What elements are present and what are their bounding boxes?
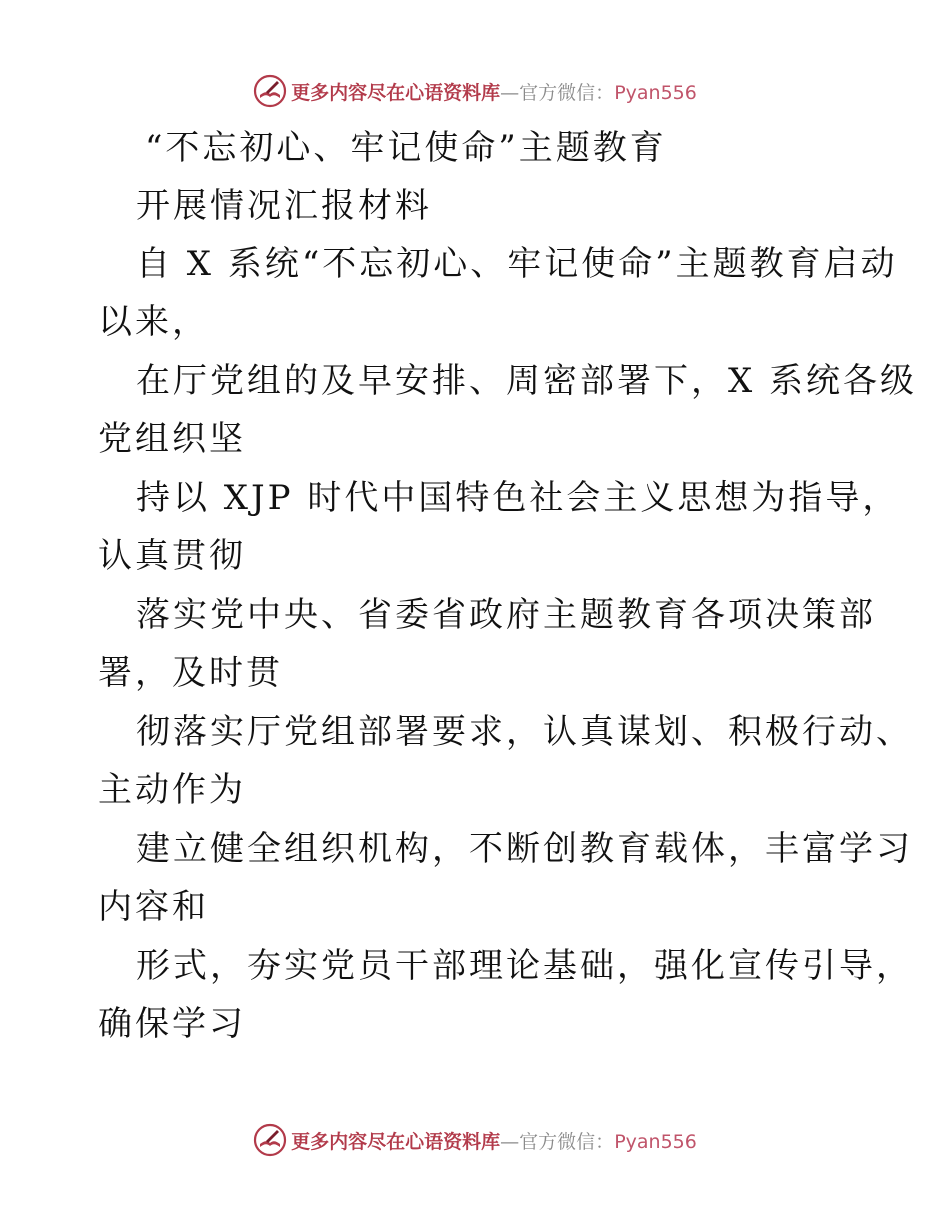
document-title-line-2: 开展情况汇报材料 <box>136 186 432 226</box>
paragraph-line: 彻落实厅党组部署要求，认真谋划、积极行动、 <box>136 712 913 752</box>
paragraph-line: 主动作为 <box>98 770 246 810</box>
banner-text <box>291 1127 697 1154</box>
paragraph-line: 建立健全组织机构，不断创教育载体，丰富学习 <box>136 829 913 869</box>
header-banner <box>0 69 950 113</box>
banner-wechat-id: Pyan556 <box>614 81 697 104</box>
book-pen-logo-icon <box>253 1123 287 1157</box>
paragraph-line: 党组织坚 <box>98 419 246 459</box>
footer-banner <box>0 1118 950 1162</box>
book-pen-logo-icon <box>253 74 287 108</box>
paragraph-line: 认真贯彻 <box>98 536 246 576</box>
paragraph-line: 以来， <box>98 302 209 342</box>
paragraph-line: 形式，夯实党员干部理论基础，强化宣传引导， <box>136 946 913 986</box>
banner-brand-text: 更多内容尽在心语资料库 <box>291 81 501 104</box>
paragraph-line: 确保学习 <box>98 1004 246 1044</box>
banner-separator: — <box>500 1130 520 1153</box>
banner-separator: — <box>500 81 520 104</box>
paragraph-line: 落实党中央、省委省政府主题教育各项决策部 <box>136 595 876 635</box>
paragraph-line: 署，及时贯 <box>98 653 283 693</box>
paragraph-line: 自 X 系统“不忘初心、牢记使命”主题教育启动 <box>136 244 898 284</box>
document-title-line-1: “不忘初心、牢记使命”主题教育 <box>145 128 667 168</box>
banner-wechat-label: 官方微信： <box>519 81 615 104</box>
banner-wechat-id: Pyan556 <box>614 1130 697 1153</box>
banner-text <box>291 78 697 105</box>
paragraph-line: 持以 XJP 时代中国特色社会主义思想为指导， <box>136 478 900 518</box>
paragraph-line: 内容和 <box>98 887 209 927</box>
banner-brand-text: 更多内容尽在心语资料库 <box>291 1130 501 1153</box>
paragraph-line: 在厅党组的及早安排、周密部署下，X 系统各级 <box>136 361 918 401</box>
banner-wechat-label: 官方微信： <box>519 1130 615 1153</box>
